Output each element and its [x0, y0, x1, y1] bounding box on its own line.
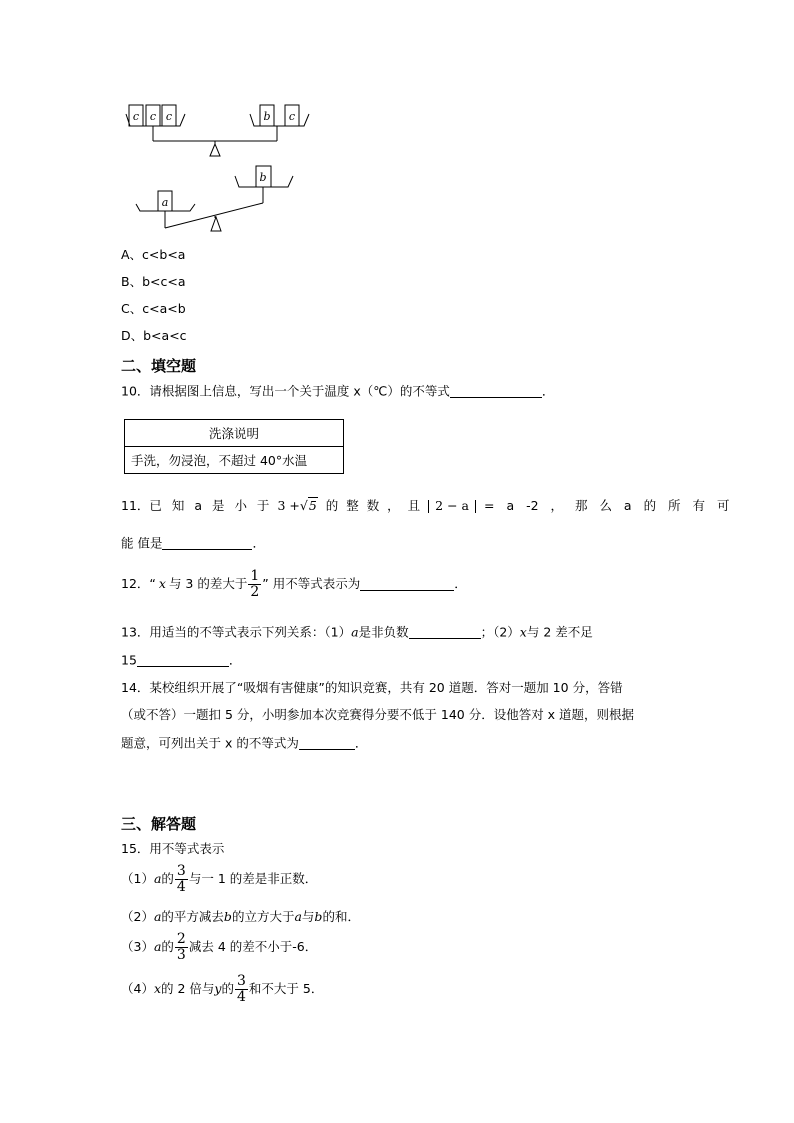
item-text: 的和． [322, 909, 360, 924]
balance-scales-figure [125, 100, 325, 240]
question-12-end: ． [454, 575, 467, 591]
radicand: 5 [308, 498, 317, 513]
table-header: 洗涤说明 [125, 420, 344, 447]
question-15-title: 15．用不等式表示 [121, 841, 225, 856]
question-14-line-1: 14．某校组织开展了“吸烟有害健康”的知识竞赛，共有 20 道题．答对一题加 10 分，答错 [121, 680, 623, 695]
option-a: A、c<b<a [121, 247, 186, 262]
variable: x [153, 980, 162, 996]
scale1-left-box-label: c [165, 110, 173, 123]
variable: y [214, 980, 222, 996]
answer-blank[interactable] [299, 737, 355, 750]
section-heading-solutions: 三、解答题 [121, 815, 197, 833]
question-13-text: 与 2 差不足 [526, 624, 593, 640]
fraction-numerator: 3 [237, 973, 246, 989]
option-c: C、c<a<b [121, 301, 186, 316]
item-text: 的 2 倍与 [161, 980, 215, 996]
question-13-line-2 [121, 654, 241, 667]
answer-blank[interactable] [450, 385, 542, 398]
fraction-numerator: 1 [250, 568, 260, 584]
item-text: 的 [221, 980, 234, 996]
question-13-line-1 [121, 626, 593, 639]
scale2-right-box-label: b [259, 171, 267, 184]
fraction-denominator: 4 [237, 988, 246, 1005]
fraction-denominator: 2 [250, 583, 260, 600]
variable: a [153, 870, 162, 886]
question-15-item-1 [121, 864, 317, 894]
question-12-text: ” 用不等式表示为 [262, 575, 361, 591]
item-text: （3） [121, 938, 154, 954]
scale1-right-box-label: c [288, 110, 296, 123]
item-text: 减去 4 的差不小于-6． [188, 938, 318, 954]
item-text: 与一 1 的差是非正数． [188, 870, 318, 886]
question-13-text: 13．用适当的不等式表示下列关系：（1） [121, 624, 352, 640]
scale1-left-box-label: c [149, 110, 157, 123]
item-text: （2） [121, 909, 154, 924]
variable: a [153, 938, 162, 954]
variable: a [351, 624, 359, 640]
item-text: （1） [121, 870, 154, 886]
question-12-text: 12．“ [121, 575, 156, 591]
question-14-line-2: （或不答）一题扣 5 分，小明参加本次竞赛得分要不低于 140 分．设他答对 x 道题，则根据 [121, 707, 635, 722]
question-11-text: = a -2 ， 那 么 a 的 所 有 可 [484, 498, 730, 513]
answer-blank[interactable] [137, 654, 229, 667]
question-13-end: ． [228, 652, 242, 668]
question-13-text: 是非负数 [358, 624, 409, 640]
expression-term: 3 + [277, 498, 300, 513]
table-cell: 手洗，勿浸泡，不超过 40°水温 [125, 447, 344, 474]
item-text: 的平方减去 [161, 909, 224, 924]
question-15-item-3 [121, 932, 317, 962]
scale2-left-box-label: a [161, 196, 169, 209]
question-13-text: ；（2） [480, 624, 520, 640]
item-text: 和不大于 5． [248, 980, 324, 996]
question-12 [121, 569, 467, 599]
answer-blank[interactable] [360, 578, 454, 591]
question-11-end: ． [252, 535, 265, 551]
question-15-item-4 [121, 974, 323, 1004]
section-heading-fill-in: 二、填空题 [121, 357, 197, 375]
question-10-text: 10．请根据图上信息，写出一个关于温度 x（℃）的不等式 [121, 383, 450, 399]
answer-blank[interactable] [409, 626, 481, 639]
variable: x [519, 624, 527, 640]
washing-instructions-table [124, 419, 344, 474]
fraction [175, 932, 188, 962]
question-11-text: 的 整 数 ， 且 [325, 498, 421, 513]
item-text: 与 [301, 909, 315, 924]
question-12-text: 与 3 的差大于 [168, 575, 248, 591]
variable: a [294, 909, 302, 924]
question-11-line-1 [121, 500, 730, 513]
question-10 [121, 385, 554, 398]
item-text: （4） [121, 980, 154, 996]
scale1-right-box-label: b [263, 110, 271, 123]
item-text: 的立方大于 [231, 909, 295, 924]
fraction [235, 974, 248, 1004]
question-14-line-3 [121, 737, 367, 750]
question-11-text: 11．已 知 a 是 小 于 [121, 498, 270, 513]
answer-blank[interactable] [162, 537, 252, 550]
fraction-numerator: 3 [176, 863, 186, 879]
fraction-denominator: 4 [176, 878, 186, 895]
option-b: B、b<c<a [121, 274, 186, 289]
fraction [175, 864, 188, 894]
sqrt-expression: 3 +√5 [277, 498, 317, 513]
question-14-text: 题意，可列出关于 x 的不等式为 [121, 735, 299, 751]
fraction-denominator: 3 [176, 946, 186, 963]
variable: a [153, 909, 162, 924]
question-13-text: 15 [121, 652, 137, 668]
question-14-end: ． [354, 735, 368, 751]
variable: b [223, 909, 232, 924]
variable: b [314, 909, 323, 924]
question-11-text: 能 值是 [121, 535, 163, 551]
question-15-item-2 [121, 911, 360, 924]
fraction-numerator: 2 [176, 931, 186, 947]
variable: x [158, 575, 166, 591]
item-text: 的 [161, 870, 174, 886]
absolute-value-expression: 2 − a [428, 500, 476, 513]
fraction [248, 569, 261, 599]
question-11-line-2 [121, 537, 265, 550]
option-d: D、b<a<c [121, 328, 187, 343]
question-10-end: ． [541, 383, 555, 399]
scale1-left-box-label: c [132, 110, 140, 123]
item-text: 的 [161, 938, 174, 954]
